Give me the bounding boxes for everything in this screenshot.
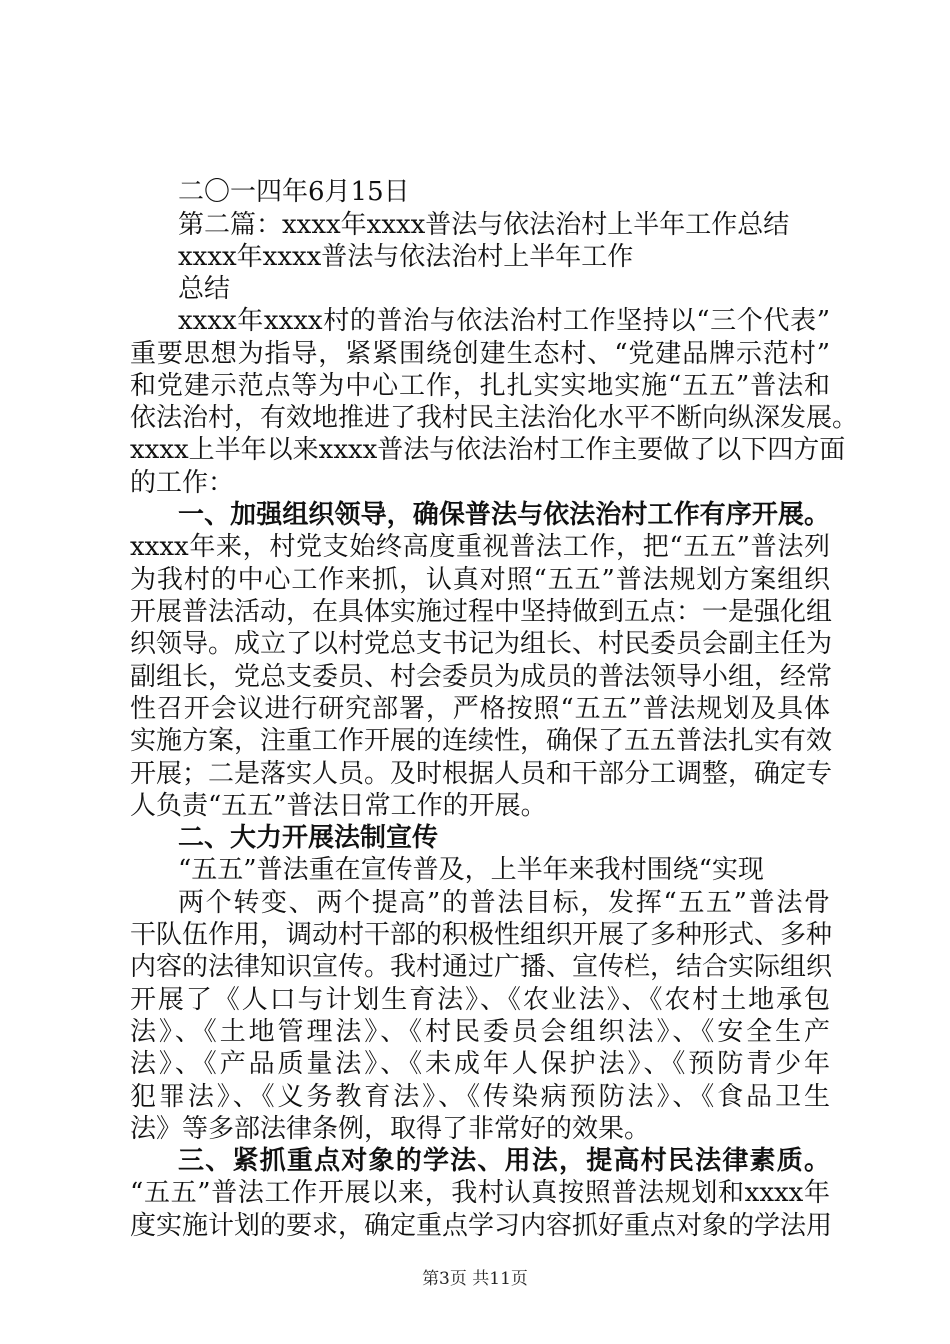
paragraph-line: xxxx年来，村党支始终高度重视普法工作，把“五五”普法列 [130, 532, 830, 562]
paragraph-line: 犯罪法》、《义务教育法》、《传染病预防法》、《食品卫生 [130, 1082, 830, 1112]
paragraph-line: 为我村的中心工作来抓，认真对照“五五”普法规划方案组织 [130, 565, 830, 595]
paragraph-line: 织领导。成立了以村党总支书记为组长、村民委员会副主任为 [130, 629, 833, 659]
paragraph-line: 性召开会议进行研究部署，严格按照“五五”普法规划及具体 [130, 694, 830, 724]
paragraph-line: 开展了《人口与计划生育法》、《农业法》、《农村土地承包 [130, 985, 830, 1015]
paragraph-line: 的工作： [130, 468, 235, 498]
paragraph-line: 干队伍作用，调动村干部的积极性组织开展了多种形式、多种 [130, 920, 833, 950]
paragraph-line: 人负责“五五”普法日常工作的开展。 [130, 791, 547, 821]
paragraph-line: 副组长，党总支委员、村会委员为成员的普法领导小组，经常 [130, 662, 833, 692]
paragraph-line: 法》等多部法律条例，取得了非常好的效果。 [130, 1114, 651, 1144]
paragraph-line: 法》、《土地管理法》、《村民委员会组织法》、《安全生产 [130, 1017, 830, 1047]
paragraph-line-last: 度实施计划的要求，确定重点学习内容抓好重点对象的学法用 [130, 1211, 833, 1241]
paragraph-line: xxxx上半年以来xxxx普法与依法治村工作主要做了以下四方面 [130, 435, 846, 465]
paragraph-line: 开展；二是落实人员。及时根据人员和干部分工调整，确定专 [130, 759, 833, 789]
paragraph-line: 内容的法律知识宣传。我村通过广播、宣传栏，结合实际组织 [130, 952, 833, 982]
section-heading-2: 二、大力开展法制宣传 [178, 823, 439, 853]
paragraph-line: “五五”普法重在宣传普及，上半年来我村围绕“实现 [178, 855, 764, 885]
paragraph-line: xxxx年xxxx村的普治与依法治村工作坚持以“三个代表” [178, 306, 830, 336]
paragraph-line: 依法治村，有效地推进了我村民主法治化水平不断向纵深发展。 [130, 403, 859, 433]
section-heading-1: 一、加强组织领导，确保普法与依法治村工作有序开展。 [178, 500, 830, 530]
paragraph-line: 两个转变、两个提高”的普法目标，发挥“五五”普法骨 [178, 888, 830, 918]
date-line: 二〇一四年6月15日 [178, 177, 410, 207]
paragraph-line: 开展普法活动，在具体实施过程中坚持做到五点：一是强化组 [130, 597, 833, 627]
article-title-cont: 总结 [178, 274, 231, 304]
paragraph-line: 重要思想为指导，紧紧围绕创建生态村、“党建品牌示范村” [130, 339, 830, 369]
paragraph-line: “五五”普法工作开展以来，我村认真按照普法规划和xxxx年 [130, 1178, 830, 1208]
paragraph-line: 和党建示范点等为中心工作，扎扎实实地实施“五五”普法和 [130, 371, 830, 401]
page-footer: 第3页 共11页 [422, 1269, 528, 1289]
paragraph-line: 实施方案，注重工作开展的连续性，确保了五五普法扎实有效 [130, 726, 833, 756]
section-heading-3: 三、紧抓重点对象的学法、用法，提高村民法律素质。 [178, 1146, 830, 1176]
article-title: xxxx年xxxx普法与依法治村上半年工作 [178, 242, 634, 272]
paragraph-line: 法》、《产品质量法》、《未成年人保护法》、《预防青少年 [130, 1049, 830, 1079]
chapter-title: 第二篇：xxxx年xxxx普法与依法治村上半年工作总结 [178, 210, 790, 240]
